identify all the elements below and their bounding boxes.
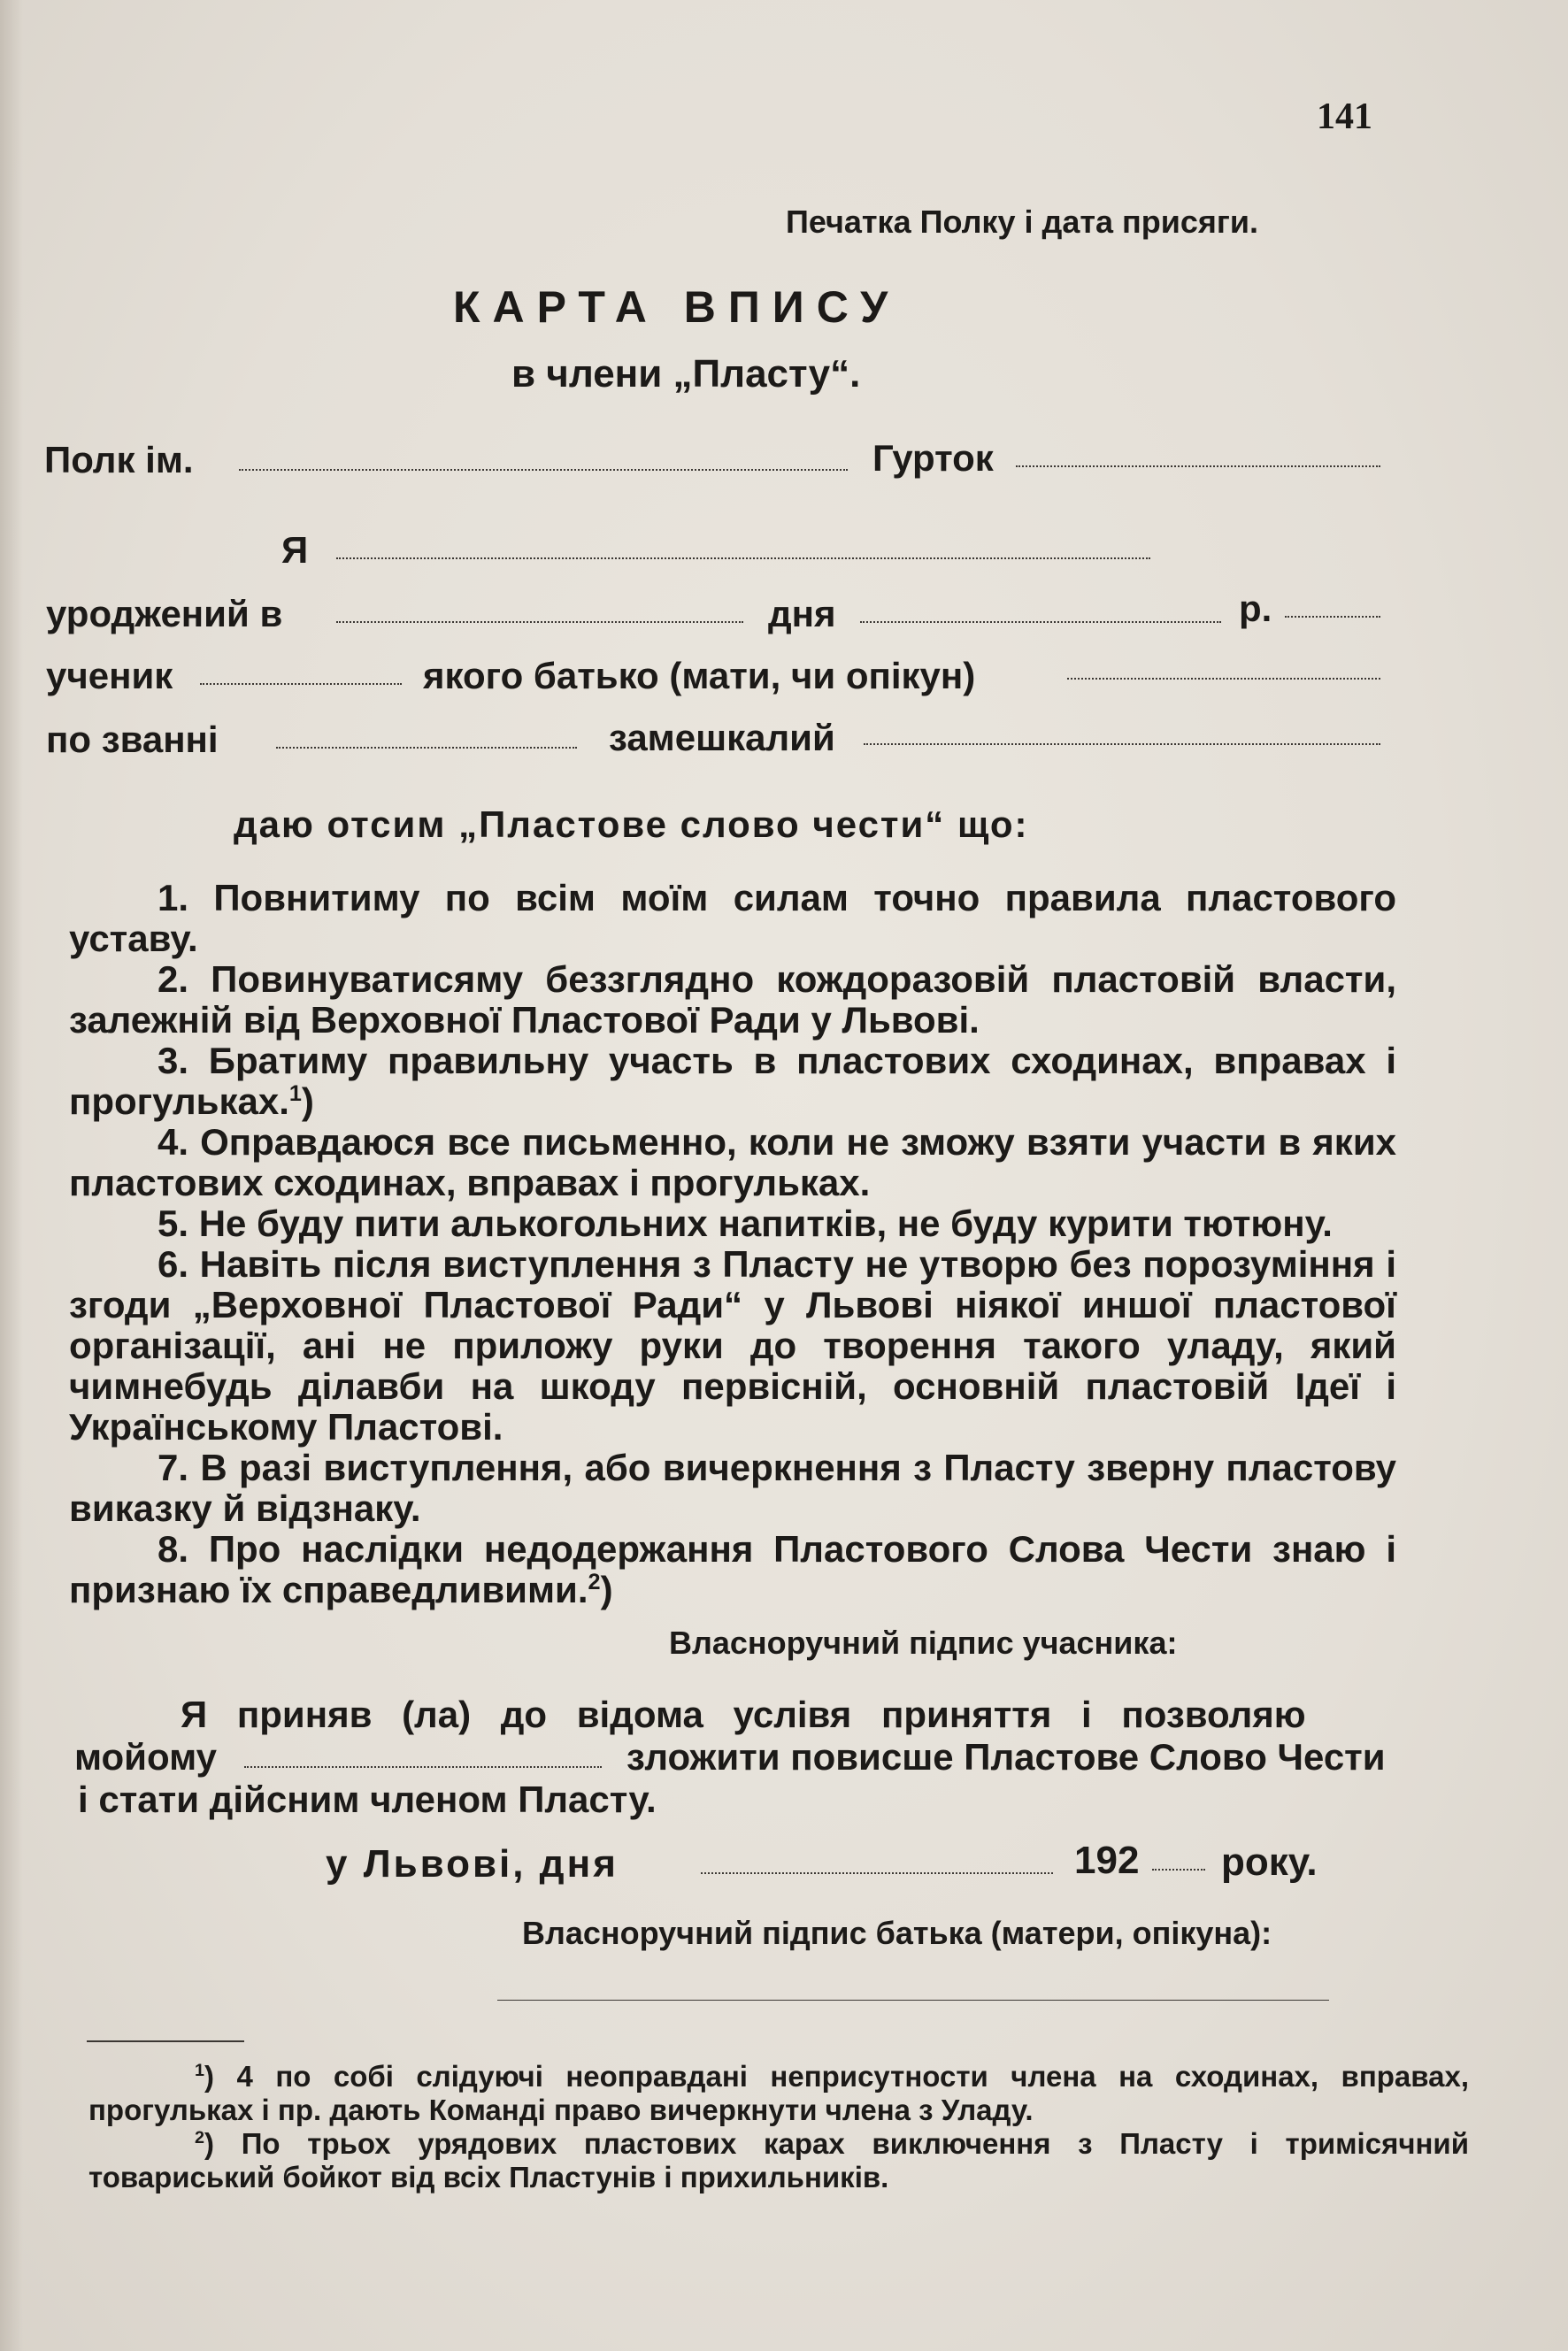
blank-name — [336, 557, 1150, 559]
blank-gurtok — [1016, 465, 1380, 467]
consent-line-3: і стати дійсним членом Пласту. — [78, 1779, 657, 1820]
rule-2-text: 2. Повинуватисяму беззглядно кождоразовій пластовій власти, залежній від Верховної Пластової Ради у Львові. — [69, 958, 1396, 1041]
blank-school — [200, 683, 402, 685]
blank-polk — [239, 469, 848, 471]
label-zameshkaly: замешкалий — [609, 717, 835, 758]
rule-5-text: 5. Не буду пити алькогольних напитків, не буду курити тютюну. — [158, 1202, 1333, 1244]
label-gurtok: Гурток — [872, 437, 994, 479]
label-batko: якого батько (мати, чи опікун) — [423, 655, 976, 696]
footnote-2 — [88, 2127, 1469, 2194]
rule-1-text: 1. Повнитиму по всім моїм силам точно правила пластового уставу. — [69, 877, 1396, 959]
stamp-line: Печатка Полку і дата присяги. — [786, 204, 1259, 240]
place-year: 192 — [1074, 1839, 1140, 1882]
form-subtitle: в члени „Пласту“. — [511, 352, 861, 396]
label-polk: Полк ім. — [44, 439, 194, 480]
oath-rules — [69, 878, 1396, 1610]
footnote-2-text: ) По трьох урядових пластових карах виключення з Пласту і тримісячний товариський бойкот від всіх Пластунів і прихильників. — [88, 2127, 1469, 2193]
footnote-1 — [88, 2060, 1469, 2127]
footnote-mark-1: 1 — [288, 1081, 302, 1106]
blank-residence — [864, 743, 1380, 745]
rule-3-text: 3. Братиму правильну участь в пластових сходинах, вправах і прогульках. — [69, 1040, 1396, 1122]
consent-moiomu: мойому — [74, 1736, 217, 1778]
rule-4 — [69, 1122, 1396, 1203]
consent-line-2: зложити повисше Пластове Слово Чести — [626, 1736, 1386, 1778]
label-dnia: дня — [768, 593, 836, 634]
oath-heading: даю отсим „Пластове слово чести“ що: — [234, 803, 1029, 845]
rule-2 — [69, 959, 1396, 1041]
footnote-2-mark: 2 — [195, 2128, 205, 2147]
label-r: р. — [1239, 588, 1272, 629]
place-roku: року. — [1221, 1840, 1318, 1884]
blank-birthplace — [336, 621, 743, 623]
footnote-mark-2: 2 — [588, 1570, 601, 1594]
footnotes — [88, 2060, 1469, 2194]
rule-7-text: 7. В разі виступлення, або вичеркнення з Пласту зверну пластову виказку й відзнаку. — [69, 1447, 1396, 1529]
blank-occupation — [276, 747, 577, 749]
rule-8: 8. Про наслідки недодержання Пластового Слова Чести знаю і признаю їх справедливими.$^2$) — [69, 1528, 1396, 1610]
footnote-1-text: ) 4 по собі слідуючі неоправдані неприсутности члена на сходинах, вправах, прогульках і пр. дають Команді право вичеркнути члена з Уладу. — [88, 2060, 1469, 2126]
footnote-separator — [87, 2040, 244, 2042]
label-urodzheny: уроджений в — [46, 593, 283, 634]
blank-day — [701, 1872, 1053, 1874]
member-signature-label: Власноручний підпис учасника: — [669, 1625, 1178, 1661]
blank-birthdate — [860, 621, 1221, 623]
form-title: КАРТА ВПИСУ — [453, 282, 901, 332]
place-city: у Львові, дня — [326, 1842, 619, 1886]
label-uchenyk: ученик — [46, 655, 173, 696]
page-number: 141 — [1317, 96, 1372, 137]
blank-child-name — [244, 1766, 602, 1768]
rule-6-text: 6. Навіть після виступлення з Пласту не утворю без порозуміння і згоди „Верховної Пластової Ради“ у Львові ніякої иншої пластової організації, ані не приложу руки до творення такого уладу, який чимнебудь ділавби на шкоду первісній, основній пластовій Ідеї і Українському Пластові. — [69, 1243, 1396, 1448]
rule-1 — [69, 878, 1396, 959]
rule-6 — [69, 1244, 1396, 1448]
rule-8-text: 8. Про наслідки недодержання Пластового Слова Чести знаю і признаю їх справедливими. — [69, 1528, 1396, 1610]
rule-3: 3. Братиму правильну участь в пластових сходинах, вправах і прогульках.$^1$) — [69, 1040, 1396, 1122]
blank-year — [1152, 1869, 1205, 1871]
rule-4-text: 4. Оправдаюся все письменно, коли не зможу взяти участи в яких пластових сходинах, вправах і прогульках. — [69, 1121, 1396, 1203]
label-ya: Я — [281, 529, 309, 571]
footnote-1-mark: 1 — [195, 2061, 205, 2080]
blank-parent — [1067, 678, 1380, 680]
rule-7 — [69, 1448, 1396, 1529]
label-po-zvanni: по званні — [46, 718, 219, 760]
parent-signature-label: Власноручний підпис батька (матери, опікуна): — [522, 1915, 1272, 1951]
consent-line-1: Я приняв (ла) до відома услівя приняття і позволяю — [181, 1694, 1306, 1735]
parent-signature-line — [497, 2000, 1329, 2001]
blank-birthyear — [1285, 616, 1380, 618]
rule-5 — [69, 1203, 1396, 1244]
